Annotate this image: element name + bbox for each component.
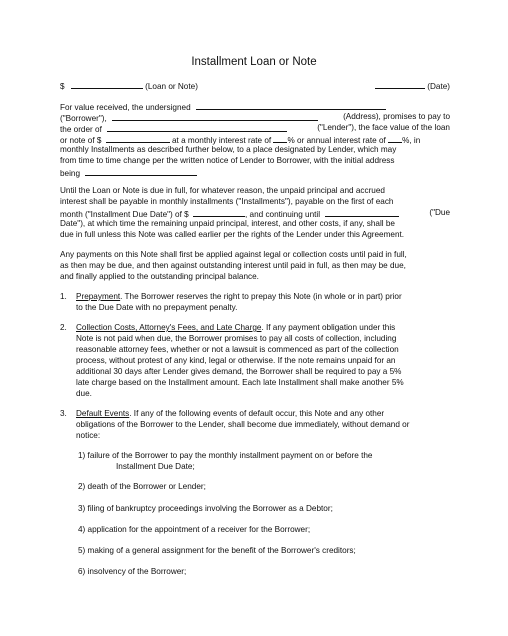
face-value-blank [106, 134, 170, 143]
amount-blank [71, 80, 143, 89]
section-3-line-3: notice: [76, 431, 101, 440]
p1-order-of: the order of [60, 125, 102, 134]
installment-amount-blank [193, 208, 245, 217]
section-3-line-1: . If any of the following events of default occur, this Note and any other [129, 409, 385, 418]
section-1-line-2: to the Due Date with no prepayment penalty. [76, 303, 238, 312]
p1-address-label: (Address), promises to pay to [343, 112, 450, 121]
p1-monthly-rate: at a monthly interest rate of [171, 136, 272, 145]
p2-installment-label: month ("Installment Due Date") of $ [60, 210, 189, 219]
section-2-line-2: Note is not paid when due, the Borrower promises to pay all costs of collection, including [76, 334, 397, 343]
p2-line-2: interest shall be payable in monthly installments ("Installments"), payable on the first of each [60, 197, 394, 206]
amount-label: (Loan or Note) [145, 82, 198, 91]
p1-being: being [60, 169, 81, 178]
p1-annual-rate: % or annual interest rate of [287, 136, 386, 145]
p1-line-6: from time to time change per the written notice of Lender to Borrower, with the initial address [60, 156, 395, 165]
p2-line-4: Date"), at which time the remaining unpaid principal, interest, and other costs, if any, shall be [60, 219, 395, 228]
section-3-line-2: obligations of the Borrower to the Lender, shall become due immediately, without demand or [76, 420, 410, 429]
p3-line-2: as then may be due, and then against outstanding interest until paid in full, as then may be due, [60, 261, 406, 270]
borrower-address-blank [112, 112, 318, 121]
p1-face-value: or note of $ [60, 136, 102, 145]
section-2-line-6: late charge based on the Installment amount. Each late Installment shall make another 5% [76, 378, 404, 387]
document-title: Installment Loan or Note [191, 56, 317, 68]
section-1-line-1: . The Borrower reserves the right to prepay this Note (in whole or in part) prior [120, 292, 402, 301]
amount-date-line [60, 80, 450, 93]
p2-line-1: Until the Loan or Note is due in full, for whatever reason, the unpaid principal and accrued [60, 186, 385, 195]
p1-borrower-label: ("Borrower"), [60, 114, 107, 123]
borrower-name-blank [196, 101, 386, 110]
section-1-number: 1. [60, 292, 67, 301]
section-2-line-5: additional 30 days after Lender gives demand, the Borrower shall be required to pay a 5% [76, 367, 402, 376]
section-1-heading: Prepayment [76, 292, 121, 301]
default-event-item-continuation: Installment Due Date; [116, 462, 195, 471]
default-event-item: 6) insolvency of the Borrower; [78, 567, 187, 576]
p2-continuing: , and continuing until [244, 210, 321, 219]
section-2-line-1: . If any payment obligation under this [261, 323, 396, 332]
p1-lender-label: ("Lender"), the face value of the loan [317, 123, 450, 132]
annual-rate-blank [388, 134, 402, 143]
default-event-item: 3) filing of bankruptcy proceedings involving the Borrower as a Debtor; [78, 504, 333, 513]
date-label: (Date) [427, 82, 450, 91]
default-event-item: 5) making of a general assignment for the benefit of the Borrower's creditors; [78, 546, 356, 555]
date-blank [375, 80, 425, 89]
section-2-line-7: due. [76, 389, 92, 398]
due-date-blank [325, 208, 399, 217]
p2-line-5: due in full unless this Note was called earlier per the rights of the Lender under this Agreement. [60, 230, 405, 239]
currency-symbol: $ [60, 82, 65, 91]
p1-line-5: monthly Installments as described further below, to a place designated by Lender, which may [60, 145, 397, 154]
p2-due-label: ("Due [429, 208, 450, 217]
p3-line-1: Any payments on this Note shall first be applied against legal or collection costs until paid in full, [60, 250, 407, 259]
initial-address-blank [85, 167, 197, 176]
section-3-number: 3. [60, 409, 67, 418]
section-2-line-4: process, without protest of any kind, legal or otherwise. If the note remains unpaid for an [76, 356, 396, 365]
section-3-heading: Default Events [76, 409, 130, 418]
lender-name-blank [107, 123, 287, 132]
p1-line-1: For value received, the undersigned [60, 103, 191, 112]
section-2-line-3: reasonable attorney fees, whether or not a lawsuit is commenced as part of the collection [76, 345, 399, 354]
p1-in: %, in [402, 136, 421, 145]
monthly-rate-blank [273, 134, 287, 143]
default-event-item: 2) death of the Borrower or Lender; [78, 482, 206, 491]
default-event-item: 4) application for the appointment of a receiver for the Borrower; [78, 525, 311, 534]
p3-line-3: and finally applied to the outstanding principal balance. [60, 272, 259, 281]
section-2-number: 2. [60, 323, 67, 332]
section-2-heading: Collection Costs, Attorney's Fees, and Late Charge [76, 323, 262, 332]
default-event-item: 1) failure of the Borrower to pay the monthly installment payment on or before the [78, 451, 373, 460]
